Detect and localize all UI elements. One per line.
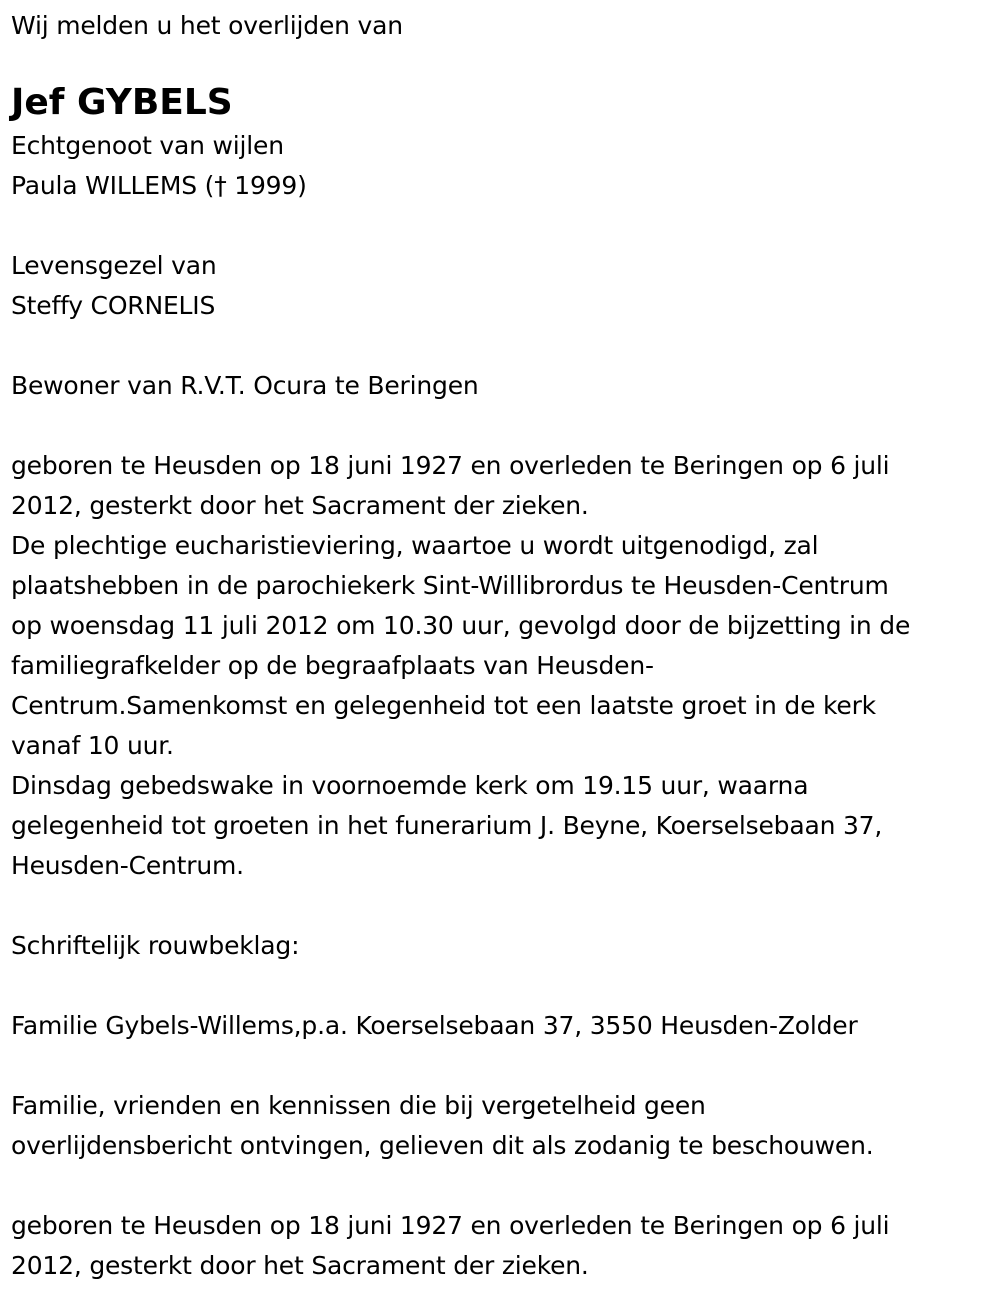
partner-label: Levensgezel van: [11, 251, 217, 280]
notice-line: overlijdensbericht ontvingen, gelieven dit als zodanig te beschouwen.: [11, 1131, 874, 1160]
residence-text: Bewoner van R.V.T. Ocura te Beringen: [11, 371, 479, 400]
condolence-label: Schriftelijk rouwbeklag:: [11, 931, 300, 960]
details-line: Dinsdag gebedswake in voornoemde kerk om 19.15 uur, waarna: [11, 771, 809, 800]
condolence-address: Familie Gybels-Willems,p.a. Koerselsebaan 37, 3550 Heusden-Zolder: [11, 1011, 858, 1040]
details-line: Centrum.Samenkomst en gelegenheid tot een laatste groet in de kerk: [11, 691, 876, 720]
spacer: [11, 326, 986, 366]
spacer: [11, 886, 986, 926]
details-line: vanaf 10 uur.: [11, 731, 174, 760]
repeat-line: geboren te Heusden op 18 juni 1927 en overleden te Beringen op 6 juli: [11, 1211, 890, 1240]
details-line: geboren te Heusden op 18 juni 1927 en overleden te Beringen op 6 juli: [11, 451, 890, 480]
spouse-label: Echtgenoot van wijlen: [11, 131, 284, 160]
details-line: op woensdag 11 juli 2012 om 10.30 uur, gevolgd door de bijzetting in de: [11, 611, 911, 640]
spouse-name: Paula WILLEMS († 1999): [11, 171, 307, 200]
spacer: [11, 206, 986, 246]
notice-line: Familie, vrienden en kennissen die bij vergetelheid geen: [11, 1091, 706, 1120]
spacer: [11, 1046, 986, 1086]
details-line: familiegrafkelder op de begraafplaats van Heusden-: [11, 651, 654, 680]
spacer: [11, 406, 986, 446]
partner-name: Steffy CORNELIS: [11, 291, 216, 320]
details-paragraph: [11, 446, 986, 886]
details-line: gelegenheid tot groeten in het funerarium J. Beyne, Koerselsebaan 37,: [11, 811, 883, 840]
repeat-line: 2012, gesterkt door het Sacrament der zieken.: [11, 1251, 589, 1280]
spacer: [11, 1166, 986, 1206]
notice-paragraph: [11, 1086, 986, 1166]
details-line: plaatshebben in de parochiekerk Sint-Willibrordus te Heusden-Centrum: [11, 571, 889, 600]
details-line: De plechtige eucharistieviering, waartoe u wordt uitgenodigd, zal: [11, 531, 819, 560]
deceased-name: Jef GYBELS: [11, 82, 233, 123]
intro-text: Wij melden u het overlijden van: [11, 11, 403, 40]
obituary-document: [11, 6, 986, 1286]
details-line: Heusden-Centrum.: [11, 851, 244, 880]
details-line: 2012, gesterkt door het Sacrament der zieken.: [11, 491, 589, 520]
spacer: [11, 966, 986, 1006]
repeat-paragraph: [11, 1206, 986, 1286]
